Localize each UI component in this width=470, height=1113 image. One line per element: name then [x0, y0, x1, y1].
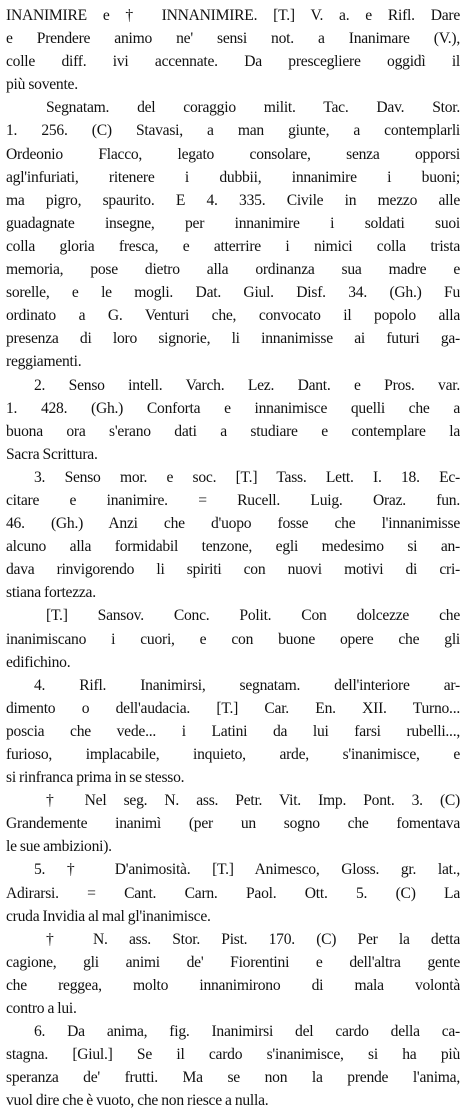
entry-line: Ordeonio Flacco, legato consolare, senza opporsi — [6, 145, 460, 163]
entry-line: reggiamenti. — [6, 353, 82, 371]
entry-line: 3. Senso mor. e soc. [T.] Tass. Lett. I. 18. Ec- — [34, 468, 460, 486]
entry-line: buona ora s'erano dati a studiare e contemplare la — [6, 422, 460, 440]
entry-line: dava rinvigorendo li spiriti con nuovi motivi di cri- — [6, 561, 460, 579]
entry-line: Grandemente inanimì (per un sogno che fomentava — [6, 815, 460, 833]
entry-line: le sue ambizioni). — [6, 838, 112, 856]
entry-line: 4. Rifl. Inanimirsi, segnatam. dell'interiore ar- — [34, 676, 460, 694]
entry-line: Sacra Scrittura. — [6, 445, 98, 463]
entry-line: sorelle, e le mogli. Dat. Giul. Disf. 34. (Gh.) Fu — [6, 284, 460, 302]
entry-line: 46. (Gh.) Anzi che d'uopo fosse che l'innanimisse — [6, 515, 460, 533]
entry-line: poscia che vede... i Latini da lui farsi rubelli..., — [6, 722, 460, 740]
entry-line: 6. Da anima, fig. Inanimirsi del cardo della ca- — [34, 1023, 460, 1041]
entry-line: INANIMIRE e † INNANIMIRE. [T.] V. a. e Rifl. Dare — [6, 7, 460, 24]
entry-line: alcuno alla formidabil tenzone, egli medesimo si an- — [6, 538, 460, 556]
entry-line: che reggea, molto innanimirono di mala volontà — [6, 976, 460, 994]
entry-line: 2. Senso intell. Varch. Lez. Dant. e Pros. var. — [34, 376, 460, 394]
entry-line: si rinfranca prima in se stesso. — [6, 769, 185, 787]
entry-line: presenza di loro signorie, li innanimisse ai futuri ga- — [6, 330, 460, 348]
entry-line: ma pigro, spaurito. E 4. 335. Civile in mezzo alle — [6, 191, 460, 209]
entry-line: inanimiscano i cuori, e con buone opere che gli — [6, 630, 460, 648]
entry-line: furioso, implacabile, inquieto, arde, s'inanimisce, e — [6, 746, 460, 763]
entry-line: ordinato a G. Venturi che, convocato il popolo alla — [6, 307, 460, 325]
entry-line: speranza de' frutti. Ma se non la prende l'anima, — [6, 1069, 460, 1087]
entry-line: † N. ass. Stor. Pist. 170. (C) Per la detta — [46, 930, 460, 948]
entry-line: vuol dire che è vuoto, che non riesce a nulla. — [6, 1092, 269, 1110]
entry-line: cagione, gli animi de' Fiorentini e dell'altra gente — [6, 953, 460, 971]
entry-line: stiana fortezza. — [6, 584, 96, 602]
entry-line: [T.] Sansov. Conc. Polit. Con dolcezze che — [46, 607, 460, 625]
entry-line: cruda Invidia al mal gl'inanimisce. — [6, 907, 211, 925]
entry-line: edifichino. — [6, 653, 71, 671]
entry-line: colle diff. ivi accennate. Da prescegliere oggidì il — [6, 53, 460, 71]
entry-line: agl'infuriati, ritenere i dubbii, innanimire i buoni; — [6, 168, 460, 186]
entry-line: più sovente. — [6, 76, 78, 94]
entry-line: guadagnate insegne, per innanimire i soldati suoi — [6, 214, 460, 232]
entry-line: 1. 256. (C) Stavasi, a man giunte, a contemplarli — [6, 122, 460, 140]
entry-line: Adirarsi. = Cant. Carn. Paol. Ott. 5. (C) La — [6, 884, 460, 902]
dictionary-entry-inanimire — [6, 4, 460, 1113]
entry-line: stagna. [Giul.] Se il cardo s'inanimisce, si ha più — [6, 1046, 460, 1064]
entry-line: 1. 428. (Gh.) Conforta e innanimisce quelli che a — [6, 399, 460, 417]
entry-line: 5. † D'animosità. [T.] Animesco, Gloss. gr. lat., — [34, 861, 460, 879]
entry-line: colla gloria fresca, e atterrire i nimici colla trista — [6, 237, 460, 255]
entry-line: contro a lui. — [6, 1000, 77, 1018]
entry-line: Segnatam. del coraggio milit. Tac. Dav. Stor. — [46, 99, 460, 117]
entry-line: † Nel seg. N. ass. Petr. Vit. Imp. Pont. 3. (C) — [46, 792, 460, 810]
entry-line: citare e inanimire. = Rucell. Luig. Oraz. fun. — [6, 491, 460, 509]
entry-line: e Prendere animo ne' sensi not. a Inanimare (V.), — [6, 30, 460, 48]
entry-line: dimento o dell'audacia. [T.] Car. En. XII. Turno... — [6, 699, 460, 717]
entry-line: memoria, pose dietro alla ordinanza sua madre e — [6, 261, 460, 279]
